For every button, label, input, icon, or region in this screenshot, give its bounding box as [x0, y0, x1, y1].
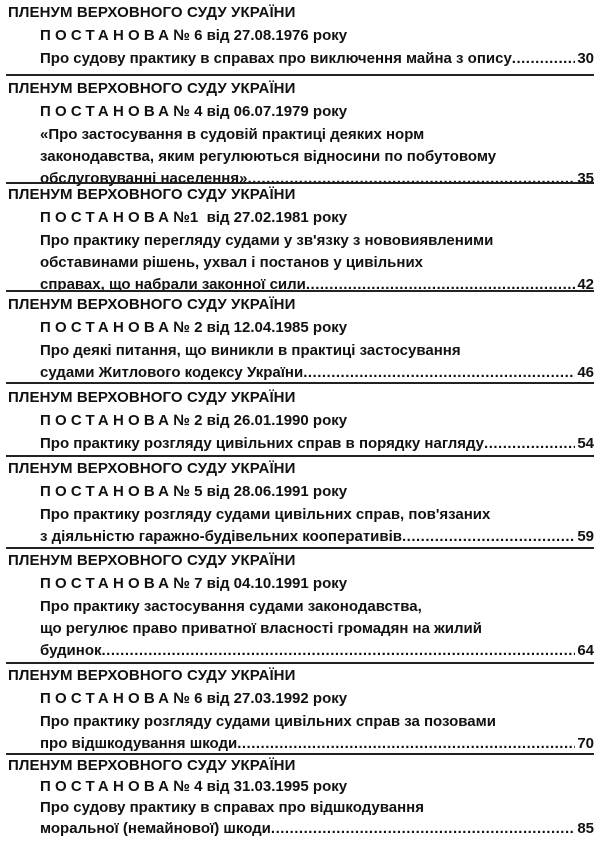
toc-title-line: Про судову практику в справах про виключення майна з опису ..... 30: [40, 50, 594, 67]
toc-title-line: обслуговуванні населення» ..... 35: [40, 170, 594, 187]
decree-heading: [40, 778, 347, 795]
dot-leader: [512, 50, 576, 67]
decree-word: ПОСТАНОВА: [40, 103, 174, 120]
toc-title-line: Про практику перегляду судами у зв'язку з нововиявленими: [40, 232, 494, 249]
dot-leader: [484, 435, 575, 452]
toc-title-line: Про практику розгляду судами цивільних справ за позовами: [40, 713, 496, 730]
decree-word: ПОСТАНОВА: [40, 778, 174, 795]
toc-title-line: Про практику розгляду цивільних справ в порядку нагляду ..... 54: [40, 435, 594, 452]
toc-title-line: з діяльністю гаражно-будівельних кооперативів ..... 59: [40, 528, 594, 545]
plenum-heading: ПЛЕНУМ ВЕРХОВНОГО СУДУ УКРАЇНИ: [8, 186, 296, 203]
dot-leader: [102, 642, 576, 659]
decree-heading: [40, 209, 347, 226]
divider: [6, 182, 594, 184]
plenum-heading: ПЛЕНУМ ВЕРХОВНОГО СУДУ УКРАЇНИ: [8, 4, 296, 21]
decree-word: ПОСТАНОВА: [40, 209, 174, 226]
plenum-heading: ПЛЕНУМ ВЕРХОВНОГО СУДУ УКРАЇНИ: [8, 757, 296, 774]
page-number: 46: [577, 364, 594, 381]
dot-leader: [402, 528, 575, 545]
toc-title-line: законодавства, яким регулюються відносини по побутовому: [40, 148, 497, 165]
decree-number-date: № 4 від 06.07.1979 року: [173, 103, 348, 120]
decree-heading: [40, 483, 347, 500]
decree-number-date: № 4 від 31.03.1995 року: [173, 778, 348, 795]
toc-title-line: обставинами рішень, ухвал і постанов у цивільних: [40, 254, 424, 271]
decree-number-date: № 2 від 26.01.1990 року: [173, 412, 348, 429]
divider: [6, 74, 594, 76]
toc-title-line: будинок ..... 64: [40, 642, 594, 659]
page-number: 35: [577, 170, 594, 187]
decree-word: ПОСТАНОВА: [40, 27, 174, 44]
dot-leader: [247, 170, 575, 187]
divider: [6, 662, 594, 664]
plenum-heading: ПЛЕНУМ ВЕРХОВНОГО СУДУ УКРАЇНИ: [8, 296, 296, 313]
decree-heading: [40, 319, 347, 336]
decree-heading: [40, 27, 347, 44]
decree-heading: [40, 412, 347, 429]
toc-title-line: що регулює право приватної власності громадян на жилий: [40, 620, 482, 637]
decree-number-date: № 6 від 27.03.1992 року: [173, 690, 348, 707]
decree-word: ПОСТАНОВА: [40, 575, 174, 592]
toc-title-line: судами Житлового кодексу України ..... 46: [40, 364, 594, 381]
decree-word: ПОСТАНОВА: [40, 412, 174, 429]
toc-title-line: справах, що набрали законної сили ..... 42: [40, 276, 594, 293]
dot-leader: [303, 364, 575, 381]
decree-number-date: № 2 від 12.04.1985 року: [173, 319, 348, 336]
page-number: 64: [577, 642, 594, 659]
page-number: 85: [577, 820, 594, 837]
divider: [6, 455, 594, 457]
toc-title-line: моральної (немайнової) шкоди ..... 85: [40, 820, 594, 837]
decree-heading: [40, 690, 347, 707]
toc-title-line: Про деякі питання, що виникли в практиці застосування: [40, 342, 461, 359]
decree-number-date: № 7 від 04.10.1991 року: [173, 575, 348, 592]
plenum-heading: ПЛЕНУМ ВЕРХОВНОГО СУДУ УКРАЇНИ: [8, 460, 296, 477]
decree-number-date: № 6 від 27.08.1976 року: [173, 27, 348, 44]
plenum-heading: ПЛЕНУМ ВЕРХОВНОГО СУДУ УКРАЇНИ: [8, 389, 296, 406]
decree-heading: [40, 575, 347, 592]
plenum-heading: ПЛЕНУМ ВЕРХОВНОГО СУДУ УКРАЇНИ: [8, 552, 296, 569]
plenum-heading: ПЛЕНУМ ВЕРХОВНОГО СУДУ УКРАЇНИ: [8, 80, 296, 97]
plenum-heading: ПЛЕНУМ ВЕРХОВНОГО СУДУ УКРАЇНИ: [8, 667, 296, 684]
page-number: 59: [577, 528, 594, 545]
page-number: 42: [577, 276, 594, 293]
toc-title-line: Про практику застосування судами законодавства,: [40, 598, 422, 615]
toc-title-line: про відшкодування шкоди ..... 70: [40, 735, 594, 752]
decree-word: ПОСТАНОВА: [40, 319, 174, 336]
dot-leader: [271, 820, 575, 837]
toc-title-line: Про судову практику в справах про відшкодування: [40, 799, 424, 816]
toc-title-line: «Про застосування в судовій практиці деяких норм: [40, 126, 425, 143]
decree-word: ПОСТАНОВА: [40, 690, 174, 707]
divider: [6, 753, 594, 755]
decree-heading: [40, 103, 347, 120]
page-number: 30: [577, 50, 594, 67]
toc-title-line: Про практику розгляду судами цивільних справ, пов'язаних: [40, 506, 491, 523]
decree-number-date: №1 від 27.02.1981 року: [173, 209, 348, 226]
divider: [6, 382, 594, 384]
dot-leader: [237, 735, 575, 752]
decree-word: ПОСТАНОВА: [40, 483, 174, 500]
page-number: 70: [577, 735, 594, 752]
page-number: 54: [577, 435, 594, 452]
decree-number-date: № 5 від 28.06.1991 року: [173, 483, 348, 500]
divider: [6, 547, 594, 549]
divider: [6, 290, 594, 292]
